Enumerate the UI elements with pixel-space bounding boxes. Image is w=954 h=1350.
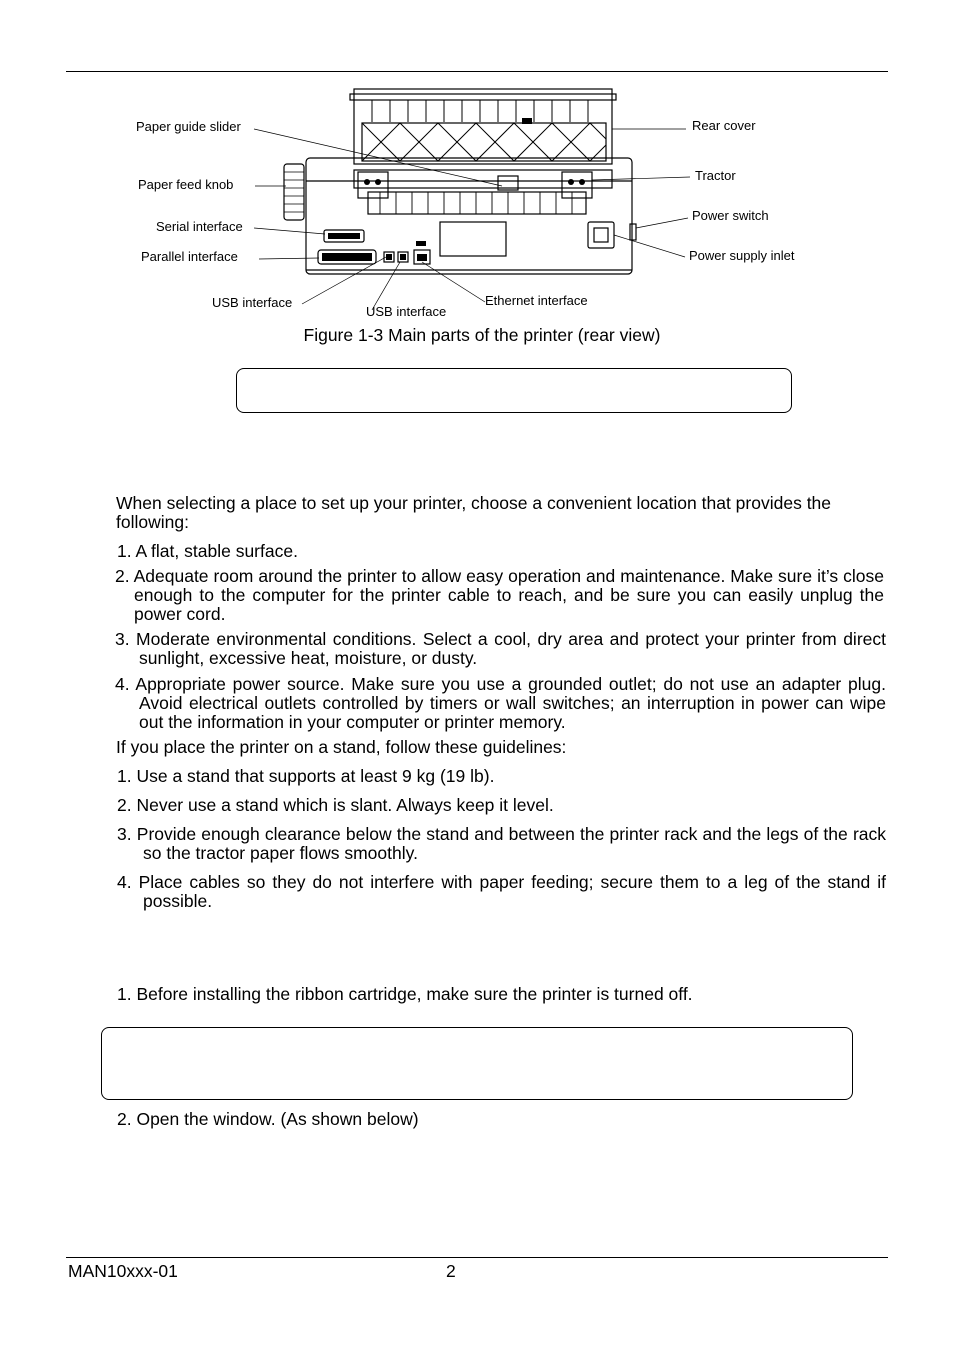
stand-item-1: 1. Use a stand that supports at least 9 kg (19 lb). [117, 766, 495, 786]
location-item-1: 1. A flat, stable surface. [117, 541, 298, 561]
label-paper-feed-knob: Paper feed knob [138, 177, 234, 192]
figure-caption: Figure 1-3 Main parts of the printer (rear view) [303, 325, 661, 345]
label-rear-cover: Rear cover [692, 118, 756, 133]
label-serial-interface: Serial interface [156, 219, 243, 234]
stand-intro: If you place the printer on a stand, follow these guidelines: [116, 737, 567, 757]
printer-rear-view-illustration [0, 0, 954, 320]
footer-page-number: 2 [446, 1261, 456, 1281]
stand-item-3: 3. Provide enough clearance below the stand and between the printer rack and the legs of the rack so the tractor paper flows smoothly. [117, 824, 886, 863]
ribbon-step-1: 1. Before installing the ribbon cartridge, make sure the printer is turned off. [117, 984, 693, 1004]
location-item-4: 4. Appropriate power source. Make sure you use a grounded outlet; do not use an adapter plug. Avoid electrical outlets controlled by timers or wall switches; an interruption in power can wipe out the information in your computer or printer memory. [115, 674, 886, 732]
heading-box-2 [101, 1027, 853, 1100]
label-parallel-interface: Parallel interface [141, 249, 238, 264]
label-power-switch: Power switch [692, 208, 769, 223]
label-tractor: Tractor [695, 168, 736, 183]
location-item-2: 2. Adequate room around the printer to allow easy operation and maintenance. Make sure it’s close enough to the computer for the printer cable to reach, and be sure you can easily unplug the power cord. [115, 566, 884, 624]
heading-box-1 [236, 368, 792, 413]
label-paper-guide-slider: Paper guide slider [136, 119, 241, 134]
label-ethernet-interface: Ethernet interface [485, 293, 588, 308]
footer-doc-id: MAN10xxx-01 [68, 1261, 178, 1281]
footer-rule [66, 1257, 888, 1258]
label-usb-interface-left: USB interface [212, 295, 293, 310]
label-usb-interface-center: USB interface [366, 304, 447, 319]
stand-item-4: 4. Place cables so they do not interfere with paper feeding; secure them to a leg of the stand if possible. [117, 872, 886, 911]
location-item-3: 3. Moderate environmental conditions. Select a cool, dry area and protect your printer from direct sunlight, excessive heat, moisture, or dusty. [115, 629, 886, 668]
location-intro: When selecting a place to set up your printer, choose a convenient location that provides the following: [116, 493, 832, 532]
label-power-supply-inlet: Power supply inlet [689, 248, 795, 263]
stand-item-2: 2. Never use a stand which is slant. Always keep it level. [117, 795, 554, 815]
ribbon-step-2: 2. Open the window. (As shown below) [117, 1109, 419, 1129]
